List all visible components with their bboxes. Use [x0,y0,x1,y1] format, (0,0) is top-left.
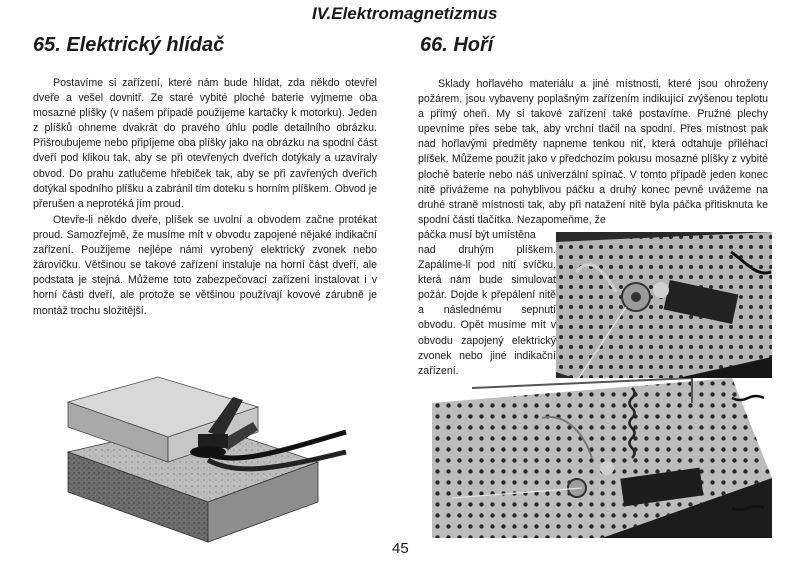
section-65-paragraph-1: Postavíme si zařízení, které nám bude hlídat, zda někdo otevřel dveře a vešel dovnitř. Ze staré vybité ploché baterie vyjmeme oba mosazné plíšky (v našem případě použijeme kartačky k motorku). Jeden z plíšků ohneme dvakrát do pravého úhlu podle detailního obrázku. Přišroubujeme nebo připíjeme oba plíšky jako na obrázku na spodní část dveří pod klikou tak, aby se při otevřených dveřích dotýkaly a uzavíraly obvod. Do prahu zatlučeme hřebíček tak, aby se při zavřených dveřích dotýkal spodního plíšku a zabránil tím doteku s horním plíškem. Obvod je přerušen a neprotéká jím proud. [33,77,377,210]
section-66-paragraph-2: nad druhým plíškem. Zapálíme-li pod nití svíčku, která nám bude simulovat požár. Dojde k přepálení nitě a následnému sepnutí obvodu. Opět musíme mít v obvodu zapojený elektrický zvonek nebo jiné indikační zařízení. [418,244,556,377]
lever-thread-photo [556,232,772,392]
page-number: 45 [392,540,409,557]
chapter-heading: IV.Elektromagnetizmus [312,4,498,23]
section-title-65: 65. Elektrický hlídač [33,34,225,56]
section-66-paragraph-1: Sklady hořlavého materiálu a jiné místnosti, které jsou ohroženy požárem, jsou vybaveny poplašným zařízením indikující zvýšenou teplotu a přímý oheň. My si takové zařízení také postavíme. Pružné plechy upevníme přes sebe tak, aby vrchní tlačil na spodní. Přes místnost pak nad hořlavými předměty napneme tenkou niť, která odtahuje přiléhací plíšek. Můžeme použít jako v předchozím pokusu mosazné plíšky z vybité ploché baterie nebo náš univerzální spínač. V tomto případě jeden konec nitě přivážeme na pohyblivou páčku a druhý konec pevně uvážeme na druhé straně místnosti tak, aby při natažení nitě byla páčka přitisknuta ke spodní části tlačítka. Nezapomeňme, že [418,78,768,226]
door-contact-photo [58,352,348,547]
section-66-paragraph-2-first-line: páčka musí být umístěna [418,229,536,241]
section-65-paragraph-2: Otevře-li někdo dveře, plíšek se uvolní a obvodem začne protékat proud. Samozřejmě, že musíme mít v obvodu zapojené nějaké indikační zařízení. Použijeme nejlépe námi vyrobený elektrický zvonek nebo žárovičku. Většinou se takové zařízení instaluje na horní část dveří, ale podstata je stejná. Můžeme toto zabezpečovací zařízení instalovat i v horní části dveří, ale protože se většinou používají kovové zárubně je montáž trochu složitější. [33,214,377,317]
section-title-66: 66. Hoří [420,34,494,56]
pegboard-switch-photo [432,378,772,538]
